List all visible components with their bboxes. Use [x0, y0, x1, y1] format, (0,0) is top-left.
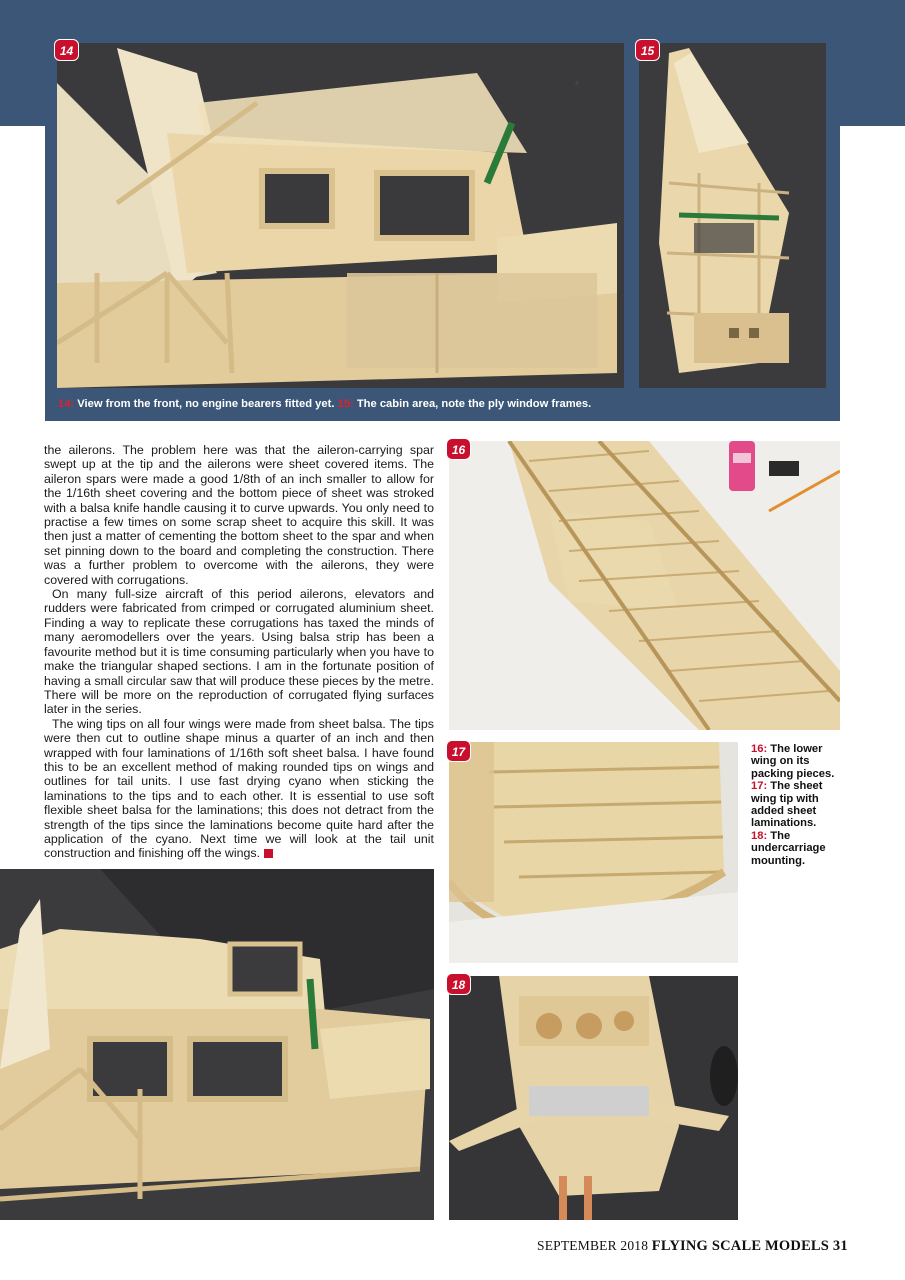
- top-caption-num-14: 14:: [58, 398, 75, 410]
- article-paragraph-1: the ailerons. The problem here was that the aileron-carrying spar swept up at the tip and the ailerons were sheet covered items. The aileron spars were made a good 1/8th of an inch smaller to allow for the 1/16th sheet covering and the bottom piece of sheet was stroked with a balsa knife handle causing it to curve upwards. You only need to practise a few times on some scrap sheet to acquire this skill. It was then just a matter of cementing the bottom sheet to the spar and when set pinning down to the board and completing the construction. There was a further problem to overcome with the ailerons, they were covered with corrugations.: [44, 443, 434, 587]
- badge-17: 17: [446, 740, 471, 762]
- side-caption: [751, 743, 841, 867]
- photo-17-wing-tip: [449, 742, 738, 963]
- photo-16-lower-wing: [449, 441, 840, 730]
- side-caption-num-16: 16:: [751, 743, 768, 755]
- page-footer: [537, 1238, 848, 1255]
- side-caption-num-18: 18:: [751, 829, 768, 842]
- side-caption-num-17: 17:: [751, 780, 768, 793]
- photo-14-fuselage-front: [57, 43, 624, 388]
- article-body: [44, 443, 434, 861]
- top-caption: [58, 398, 818, 410]
- top-caption-text-15: The cabin area, note the ply window frames.: [353, 398, 592, 410]
- photo-fuselage-side: [0, 869, 434, 1220]
- footer-page-number: 31: [829, 1238, 848, 1254]
- photo-15-cabin: [639, 43, 826, 388]
- top-caption-num-15: 15:: [337, 398, 354, 410]
- footer-issue: SEPTEMBER 2018: [537, 1238, 652, 1253]
- article-paragraph-3: The wing tips on all four wings were made from sheet balsa. The tips were then cut to outline shape minus a quarter of an inch and then wrapped with four laminations of 1/16th soft sheet balsa. I have found this to be an excellent method of making rounded tips on wings and outlines for tail units. I use fast drying cyano when sticking the laminations to the tips and to each other. It is essential to use soft flexible sheet balsa for the laminations; this does not detract from the strength of the tips since the laminations become quite hard after the application of the cyano. Next time we will look at the tail unit construction and finishing off the wings.: [44, 716, 434, 861]
- badge-15: 15: [635, 39, 660, 61]
- top-caption-text-14: View from the front, no engine bearers fitted yet.: [74, 398, 338, 410]
- badge-14: 14: [54, 39, 79, 61]
- footer-magazine: FLYING SCALE MODELS: [651, 1238, 830, 1254]
- article-paragraph-2: On many full-size aircraft of this period ailerons, elevators and rudders were fabricated from crimped or corrugated aluminium sheet. Finding a way to replicate these corrugations has taxed the minds of many aeromodellers over the years. Using balsa strip has been a favourite method but it is time consuming particularly when you have to make the triangular shaped sections. I am in the fortunate position of having a small circular saw that will produce these pieces by the metre. There will be more on the reproduction of corrugated flying surfaces later in the series.: [44, 587, 434, 717]
- end-mark-icon: [264, 849, 273, 858]
- side-caption-text-16: The lower wing on its packing pieces.: [751, 743, 835, 780]
- badge-16: 16: [446, 438, 471, 460]
- side-caption-text-18: The undercarriage mounting.: [751, 829, 826, 867]
- side-caption-text-17: The sheet wing tip with added sheet laminations.: [751, 780, 823, 830]
- badge-18: 18: [446, 973, 471, 995]
- photo-18-undercarriage: [449, 976, 738, 1220]
